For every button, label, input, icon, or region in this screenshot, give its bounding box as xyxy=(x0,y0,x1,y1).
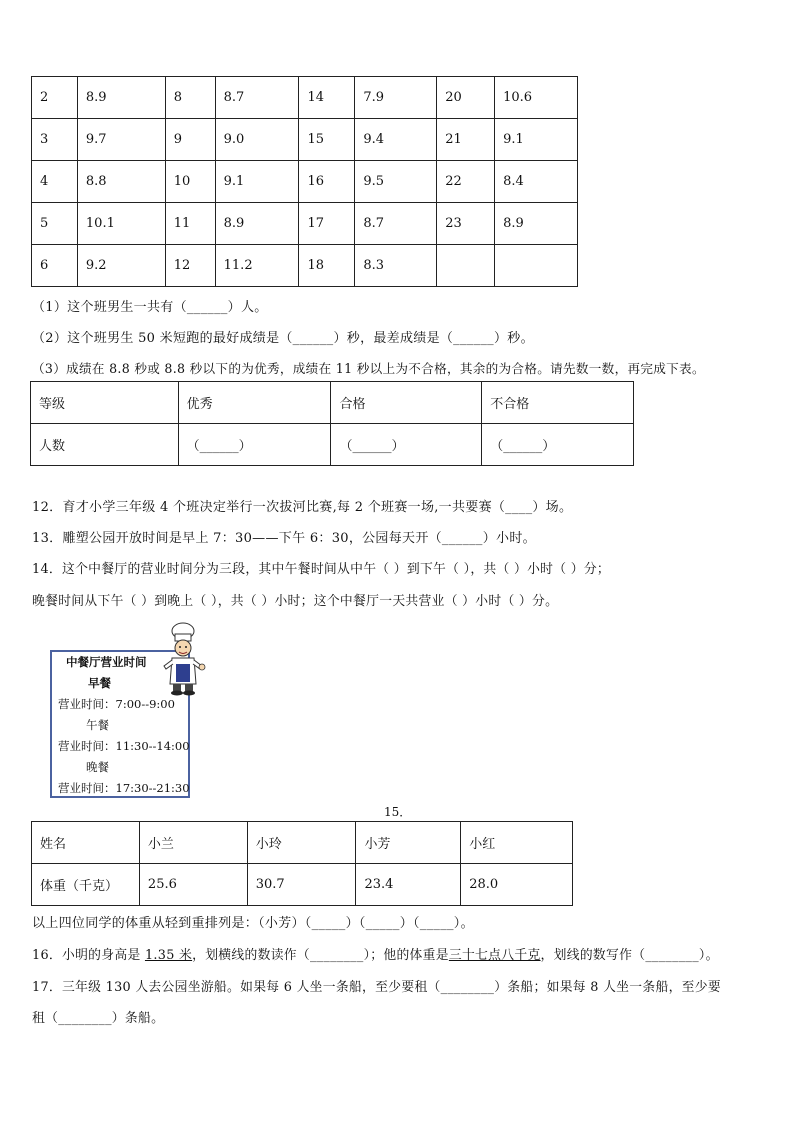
grade-header-cell: 等级 xyxy=(31,382,179,424)
weight-header-cell: 小红 xyxy=(461,822,573,864)
student-number-cell: 20 xyxy=(437,77,495,119)
q11-part3: （3）成绩在 8.8 秒或 8.8 秒以下的为优秀，成绩在 11 秒以上为不合格，其余的为合格。请先数一数，再完成下表。 xyxy=(32,361,705,376)
weight-header-cell: 小兰 xyxy=(139,822,247,864)
lunch-label: 午餐 xyxy=(86,718,109,732)
running-times-table xyxy=(31,76,578,287)
student-number-cell: 14 xyxy=(299,77,355,119)
q16-text-a: 16．小明的身高是 xyxy=(32,948,145,963)
q11-part2: （2）这个班男生 50 米短跑的最好成绩是（______）秒，最差成绩是（______）秒。 xyxy=(32,331,534,346)
student-number-cell: 2 xyxy=(32,77,78,119)
grade-header-cell: 不合格 xyxy=(482,382,634,424)
chef-illustration xyxy=(160,622,206,696)
weight-value: 25.6 xyxy=(139,864,247,906)
q16-height-underlined: 1.35 米 xyxy=(144,948,193,963)
time-cell: 8.7 xyxy=(355,203,437,245)
time-cell xyxy=(495,245,578,287)
grade-header-cell: 优秀 xyxy=(178,382,331,424)
student-number-cell: 8 xyxy=(165,77,215,119)
time-cell: 8.9 xyxy=(215,203,299,245)
dinner-hours: 营业时间：17:30--21:30 xyxy=(58,781,190,795)
question-17-line2: 租（________）条船。 xyxy=(32,1011,165,1026)
weight-header-cell: 姓名 xyxy=(32,822,140,864)
student-number-cell: 9 xyxy=(165,119,215,161)
time-cell: 11.2 xyxy=(215,245,299,287)
time-cell: 8.4 xyxy=(495,161,578,203)
weight-header-cell: 小芳 xyxy=(356,822,461,864)
q16-weight-underlined: 三十七点八千克 xyxy=(448,948,541,963)
time-cell: 10.6 xyxy=(495,77,578,119)
time-cell: 8.9 xyxy=(495,203,578,245)
student-number-cell: 18 xyxy=(299,245,355,287)
question-17-line1: 17．三年级 130 人去公园坐游船。如果每 6 人坐一条船，至少要租（________）条船；如果每 8 人坐一条船，至少要 xyxy=(32,980,721,995)
breakfast-hours: 营业时间：7:00--9:00 xyxy=(58,697,175,711)
q16-text-c: ，划线的数写作（________）。 xyxy=(540,948,719,963)
weight-header-cell: 小玲 xyxy=(247,822,356,864)
question-13: 13．雕塑公园开放时间是早上 7：30——下午 6：30，公园每天开（______）小时。 xyxy=(32,531,536,546)
student-number-cell: 16 xyxy=(299,161,355,203)
student-number-cell: 6 xyxy=(32,245,78,287)
student-number-cell: 3 xyxy=(32,119,78,161)
question-15-answer: 以上四位同学的体重从轻到重排列是：（小芳）（_____）（_____）（_____）。 xyxy=(32,916,474,931)
time-cell: 9.0 xyxy=(215,119,299,161)
time-cell: 9.5 xyxy=(355,161,437,203)
student-number-cell: 12 xyxy=(165,245,215,287)
grade-header-cell: 合格 xyxy=(331,382,482,424)
table-row xyxy=(32,77,578,119)
weight-value: 23.4 xyxy=(356,864,461,906)
question-12: 12．育才小学三年级 4 个班决定举行一次拔河比赛,每 2 个班赛一场,一共要赛（____）场。 xyxy=(32,500,573,515)
time-cell: 9.7 xyxy=(77,119,165,161)
question-14-line2: 晚餐时间从下午（ ）到晚上（ ），共（ ）小时；这个中餐厅一天共营业（ ）小时（ ）分。 xyxy=(32,594,559,609)
weight-table xyxy=(31,821,573,906)
time-cell: 7.9 xyxy=(355,77,437,119)
student-number-cell: 4 xyxy=(32,161,78,203)
time-cell: 8.7 xyxy=(215,77,299,119)
time-cell: 9.2 xyxy=(77,245,165,287)
time-cell: 8.8 xyxy=(77,161,165,203)
grade-answer-blank[interactable]: （______） xyxy=(178,424,331,466)
student-number-cell: 22 xyxy=(437,161,495,203)
dinner-label: 晚餐 xyxy=(86,760,109,774)
student-number-cell: 5 xyxy=(32,203,78,245)
grade-answer-blank[interactable]: （______） xyxy=(482,424,634,466)
time-cell: 9.1 xyxy=(495,119,578,161)
weight-value: 28.0 xyxy=(461,864,573,906)
lunch-hours: 营业时间：11:30--14:00 xyxy=(58,739,190,753)
student-number-cell: 21 xyxy=(437,119,495,161)
weight-row-label: 体重（千克） xyxy=(32,864,140,906)
q11-part1: （1）这个班男生一共有（______）人。 xyxy=(32,300,268,315)
breakfast-label: 早餐 xyxy=(88,676,111,690)
question-14-line1: 14．这个中餐厅的营业时间分为三段，其中午餐时间从中午（ ）到下午（ ），共（ ）小时（ ）分； xyxy=(32,562,611,577)
time-cell: 8.3 xyxy=(355,245,437,287)
table-row xyxy=(32,161,578,203)
table-row xyxy=(32,245,578,287)
weight-value: 30.7 xyxy=(247,864,356,906)
time-cell: 9.4 xyxy=(355,119,437,161)
student-number-cell: 10 xyxy=(165,161,215,203)
time-cell: 8.9 xyxy=(77,77,165,119)
grade-answer-blank[interactable]: （______） xyxy=(331,424,482,466)
question-16 xyxy=(32,944,719,963)
table-row xyxy=(32,203,578,245)
table-row xyxy=(32,119,578,161)
question-15-label: 15． xyxy=(384,805,412,819)
time-cell: 9.1 xyxy=(215,161,299,203)
grade-table xyxy=(30,381,634,466)
student-number-cell: 23 xyxy=(437,203,495,245)
student-number-cell: 11 xyxy=(165,203,215,245)
grade-row-label: 人数 xyxy=(31,424,179,466)
hours-card-title: 中餐厅营业时间 xyxy=(66,655,147,669)
time-cell: 10.1 xyxy=(77,203,165,245)
q16-text-b: ，划横线的数读作（________）；他的体重是 xyxy=(192,948,449,963)
student-number-cell: 15 xyxy=(299,119,355,161)
student-number-cell: 17 xyxy=(299,203,355,245)
student-number-cell xyxy=(437,245,495,287)
